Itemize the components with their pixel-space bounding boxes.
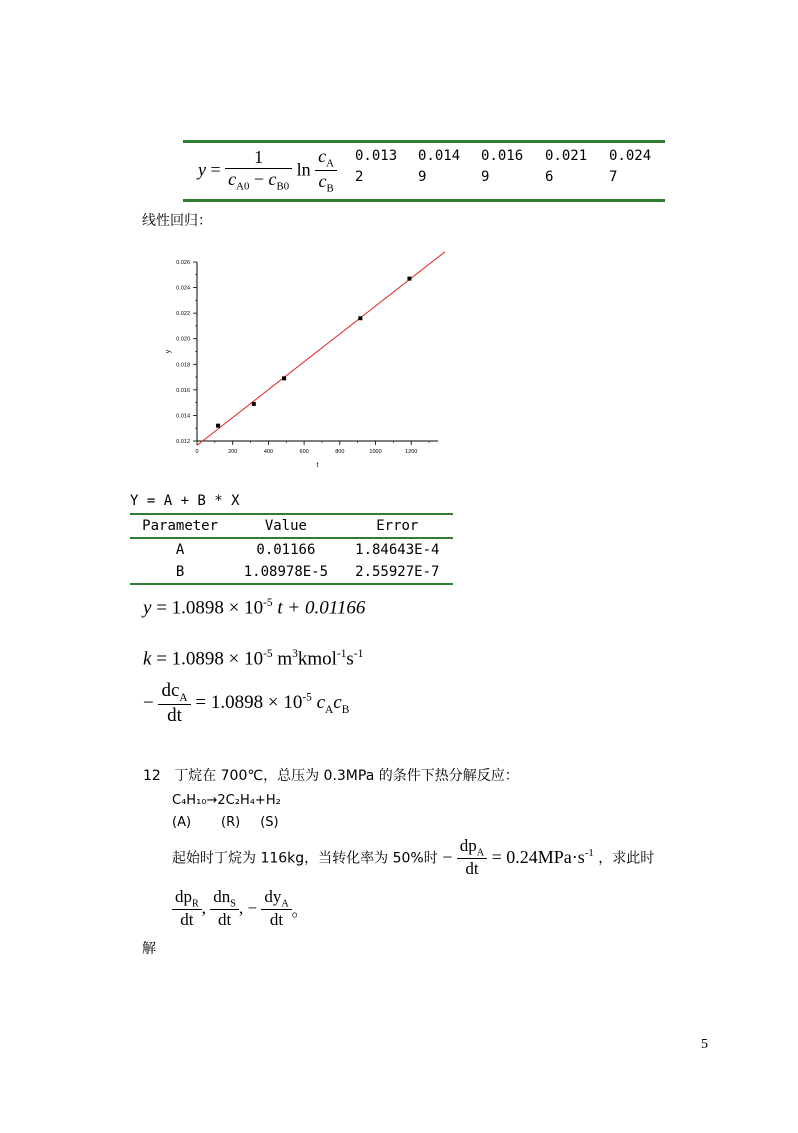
table-cell-2: 0.014 9	[418, 148, 461, 185]
regression-model: Y = A + B * X	[130, 493, 240, 509]
y-tick-label: 0.014	[176, 413, 190, 420]
table-row: B 1.08978E-5 2.55927E-7	[130, 561, 453, 584]
y-tick-label: 0.026	[176, 260, 190, 266]
problem-condition-line: 起始时丁烷为 116kg，当转化率为 50%时 − $\frac{dp_A}{dt}$ = $0.24MPa\cdot s^{-1}$ ，求此时	[172, 836, 655, 879]
ln-ratio-fraction: $\frac{c_A}{c_B}$	[315, 146, 337, 194]
table-cell-4: 0.021 6	[545, 148, 588, 185]
regression-header-row	[130, 514, 453, 538]
table-cell-5: 0.024 7	[609, 148, 652, 185]
rate-A-fraction: $\frac{dp_A}{dt}$	[457, 836, 487, 879]
x-tick-label: 600	[299, 449, 309, 455]
y-tick-label: 0.016	[176, 387, 190, 394]
table-row: A 0.01166 1.84643E-4	[175, 542, 440, 558]
asked-derivatives: $\frac{dp_R}{dt}$ , $\frac{dn_S}{dt}$ , − $\frac{dy_A}{dt}$ 。	[172, 887, 309, 930]
x-tick-label: 1000	[369, 449, 382, 455]
rate-constant-equation: $k = 1.0898 \times 10^{-5}$ $m^3kmol^{-1}s^{-1}$	[143, 648, 364, 670]
table-top-rule	[183, 140, 665, 143]
answer-label: 解	[142, 941, 156, 957]
data-point	[252, 402, 256, 406]
y-tick-label: 0.022	[176, 311, 190, 318]
y-tick-label: 0.020	[176, 336, 190, 343]
reaction-equation: C₄H₁₀→2C₂H₄+H₂	[172, 793, 281, 808]
y-tick-label: 0.018	[176, 362, 190, 369]
y-formula: y = $\frac{1}{c_{A0} - c_{B0}}$ ln $\frac{c_A}{c_B}$	[198, 146, 337, 194]
x-tick-label: 400	[263, 449, 274, 455]
data-point	[407, 277, 411, 281]
fit-equation: $y = 1.0898 \times 10^{-5}$ t + 0.01166	[143, 597, 366, 619]
species-labels: (A) (R) (S)	[172, 815, 279, 830]
header-error: Error	[376, 518, 419, 534]
dpR-fraction: $\frac{dp_R}{dt}$	[172, 887, 202, 930]
y-tick-label: 0.024	[176, 285, 190, 292]
dyA-fraction: $\frac{dy_A}{dt}$	[261, 887, 291, 930]
regression-table	[130, 513, 453, 585]
x-tick-label: 0	[195, 449, 199, 455]
x-axis-label: t	[316, 462, 319, 469]
problem-number: 12	[143, 768, 161, 784]
header-parameter: Parameter	[142, 518, 219, 534]
x-tick-label: 800	[335, 449, 345, 455]
dnS-fraction: $\frac{dn_S}{dt}$	[210, 887, 239, 930]
fit-line	[197, 252, 445, 446]
section-label: 线性回归：	[142, 213, 212, 229]
data-point	[358, 316, 362, 320]
header-value: Value	[264, 518, 307, 534]
problem-statement: 12 丁烷在 700℃，总压为 0.3MPa 的条件下热分解反应：	[143, 768, 519, 784]
page-number: 5	[701, 1037, 708, 1052]
rate-law-fraction: $\frac{dc_A}{dt}$	[158, 680, 190, 727]
y-formula-fraction: $\frac{1}{c_{A0} - c_{B0}}$	[225, 147, 292, 193]
y-tick-label: 0.012	[176, 439, 190, 445]
table-bottom-rule	[183, 199, 665, 202]
table-cell-3: 0.016 9	[481, 148, 524, 185]
data-point	[282, 376, 286, 380]
data-point	[216, 424, 220, 428]
rate-law-equation: − $\frac{dc_A}{dt}$ = $1.0898 \times 10^{-5}$ $c_Ac_B$	[143, 680, 350, 726]
regression-chart	[160, 250, 460, 480]
y-axis-label: y	[165, 349, 172, 354]
table-cell-1: 0.013 2	[355, 148, 398, 185]
x-tick-label: 200	[228, 449, 238, 455]
x-tick-label: 1200	[405, 449, 418, 455]
